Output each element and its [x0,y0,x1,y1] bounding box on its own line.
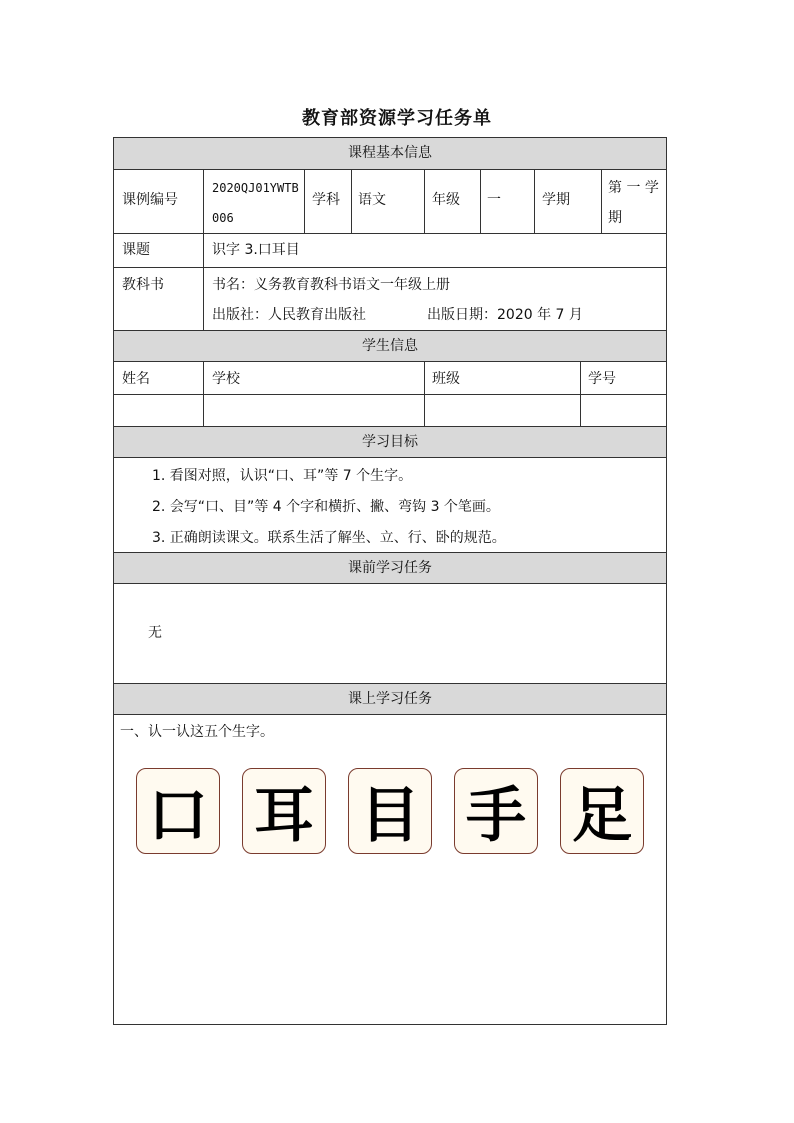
class-label: 班级 [432,371,460,387]
character-card-kou: 口 [136,768,220,854]
term-value-line2: 期 [608,210,622,226]
id-label: 学号 [588,371,616,387]
textbook-label: 教科书 [122,277,164,293]
grade-label: 年级 [432,192,460,208]
publish-date: 出版日期：2020 年 7 月 [427,307,583,323]
page-title: 教育部资源学习任务单 [302,108,492,129]
character-cards [114,768,666,868]
student-info-header: 学生信息 [114,331,666,361]
course-info-header: 课程基本信息 [114,138,666,169]
code-value-line2: 006 [212,211,234,225]
term-label: 学期 [542,192,570,208]
goal-item-3: 3. 正确朗读课文。联系生活了解坐、立、行、卧的规范。 [152,530,506,546]
publisher: 出版社：人民教育出版社 [212,307,366,323]
school-label: 学校 [212,371,240,387]
goal-item-1: 1. 看图对照，认识“口、耳”等 7 个生字。 [152,468,413,484]
topic-value: 识字 3.口耳目 [212,242,300,258]
character-card-shou: 手 [454,768,538,854]
character-card-zu: 足 [560,768,644,854]
term-value-line1: 第 一 学 [608,180,659,196]
pre-task-content: 无 [148,625,162,641]
subject-value: 语文 [358,192,386,208]
code-value-line1: 2020QJ01YWTB [212,181,299,195]
grade-value: 一 [487,192,501,208]
textbook-name: 书名：义务教育教科书语文一年级上册 [212,277,450,293]
character-card-mu: 目 [348,768,432,854]
name-label: 姓名 [122,371,150,387]
pre-task-header: 课前学习任务 [114,553,666,583]
goals-header: 学习目标 [114,427,666,457]
goal-item-2: 2. 会写“口、目”等 4 个字和横折、撇、弯钩 3 个笔画。 [152,499,500,515]
subject-label: 学科 [312,192,340,208]
topic-label: 课题 [122,242,150,258]
code-label: 课例编号 [122,192,178,208]
character-card-er: 耳 [242,768,326,854]
in-class-header: 课上学习任务 [114,684,666,714]
task-sheet-table [113,137,667,1025]
in-class-instruction: 一、认一认这五个生字。 [120,724,274,740]
